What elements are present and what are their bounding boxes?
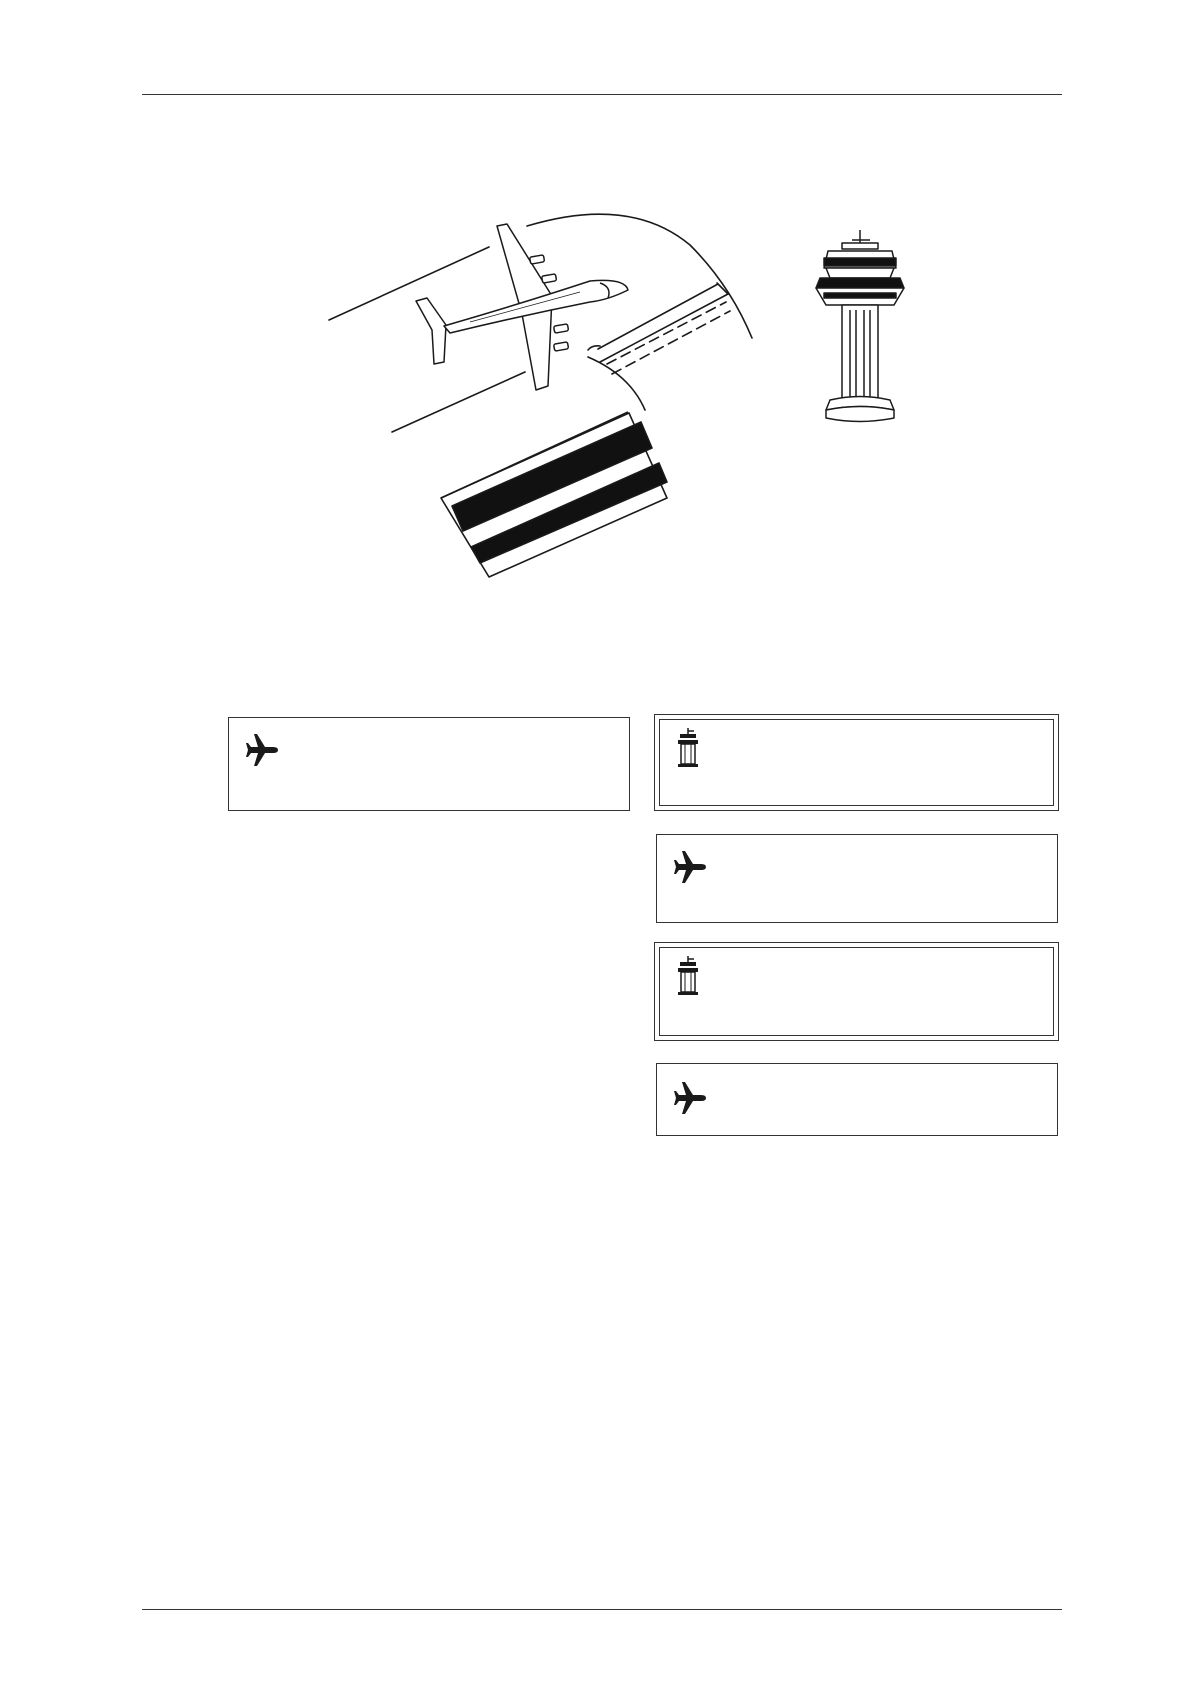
taxiway-edge-lower: [600, 294, 728, 362]
aircraft-icon: [671, 1078, 711, 1118]
taxiway-centerline-2: [612, 311, 730, 374]
control-tower-icon: [675, 956, 701, 998]
aircraft-icon: [671, 847, 711, 887]
aircraft-icon: [416, 224, 628, 390]
aircraft-approach-illustration: [0, 0, 1190, 700]
message-box-aircraft: [656, 834, 1058, 923]
approach-line-lower: [392, 372, 525, 432]
control-tower-icon: [675, 728, 701, 770]
message-box-tower: [654, 714, 1059, 811]
runway-stripes: [441, 412, 667, 577]
aircraft-icon: [243, 730, 283, 770]
message-box-aircraft: [228, 717, 630, 811]
footer-rule: [142, 1609, 1062, 1610]
control-tower-icon: [816, 230, 904, 422]
approach-line-upper: [329, 247, 489, 320]
taxiway-curve-outer: [527, 214, 752, 338]
taxiway-curve-inner: [588, 357, 645, 410]
message-box-tower: [654, 942, 1059, 1041]
message-box-aircraft: [656, 1063, 1058, 1136]
